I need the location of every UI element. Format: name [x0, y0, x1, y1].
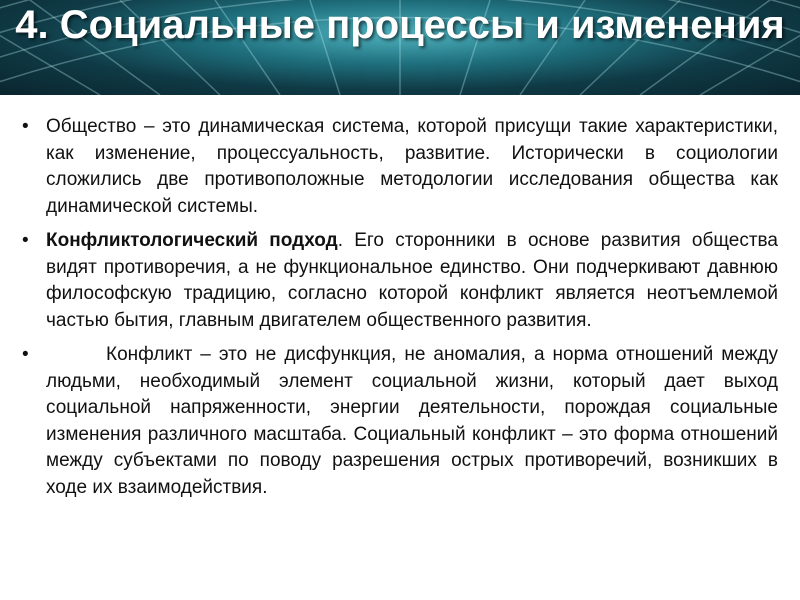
bullet-marker: •: [22, 344, 29, 365]
bullet-item-2: [22, 228, 778, 334]
bullet-bold-term: Конфликтологический подход: [46, 230, 338, 251]
bullet-text: . Его сторонники в основе развития общества видят противоречия, а не функциональное единство. Они подчеркивают давнюю философскую традицию, согласно которой конфликт является неотъемлемой частью бытия, главным двигателем общественного развития.: [46, 230, 778, 331]
bullet-text: Общество – это динамическая система, которой присущи такие характеристики, как изменение, процессуальность, развитие. Исторически в социологии сложились две противоположные методологии исследования общества как динамической системы.: [46, 116, 778, 217]
bullet-marker: •: [22, 116, 29, 137]
header-banner: [0, 0, 800, 95]
bullet-text: Конфликт – это не дисфункция, не аномалия, а норма отношений между людьми, необходимый элемент социальной жизни, который дает выход социальной напряженности, энергии деятельности, порождая социальные изменения различного масштаба. Социальный конфликт – это форма отношений между субъектами по поводу разрешения острых противоречий, возникших в ходе их взаимодействия.: [46, 344, 778, 498]
slide-title: 4. Социальные процессы и изменения: [15, 3, 785, 47]
bullet-item-3: [22, 342, 778, 501]
bullet-marker: •: [22, 230, 29, 251]
bullet-list: [22, 114, 778, 509]
bullet-item-1: [22, 114, 778, 220]
